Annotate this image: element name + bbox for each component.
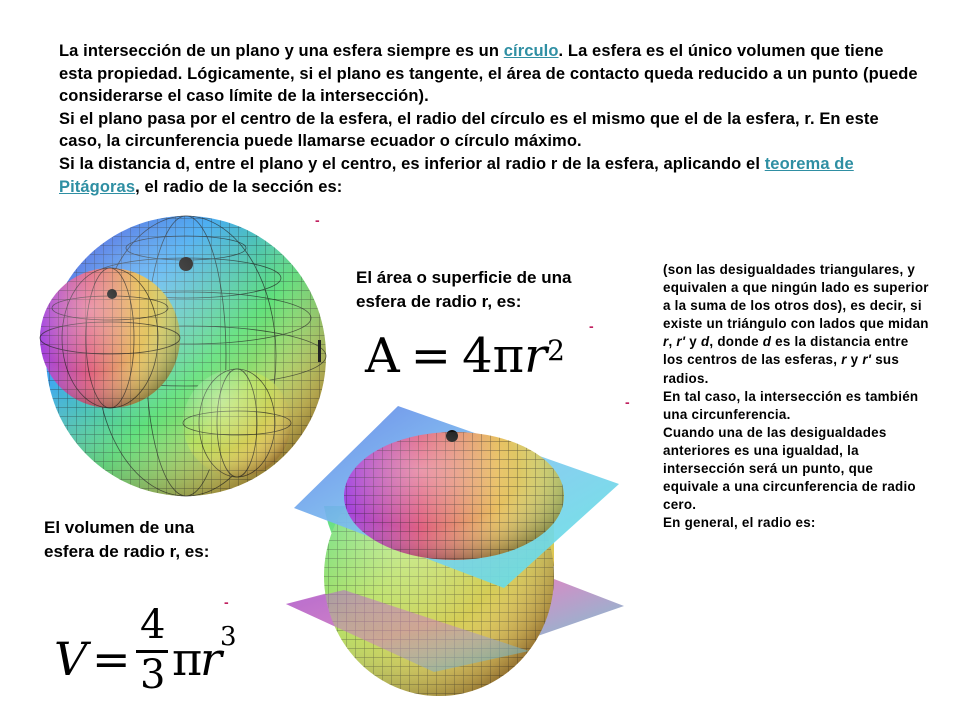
intro-line-1 <box>59 40 919 108</box>
left-small-sphere <box>40 268 180 408</box>
sidebar-text: y <box>846 352 863 368</box>
intro-paragraph <box>59 40 919 198</box>
sidebar-var: d <box>700 334 710 350</box>
intro-text: . La esfera es el único volumen que tiene esta propiedad. Lógicamente, si el plano es tangente, el área de contacto queda reducido a un punto (puede considerarse el caso límite de la intersección). <box>59 42 918 106</box>
area-formula-left-bar <box>318 340 321 362</box>
volume-formula-lhs: V <box>54 632 88 686</box>
sidebar-text: sus radios. <box>663 352 900 386</box>
mark-area: - <box>589 318 594 334</box>
circulo-link[interactable]: círculo <box>503 42 559 60</box>
mark-right: - <box>625 394 630 410</box>
sidebar-var: r <box>663 334 669 350</box>
sidebar-paragraph-1 <box>663 261 931 388</box>
intro-line-3 <box>59 153 919 198</box>
sidebar-text: (son las desigualdades triangulares, y equivalen a que ningún lado es superior a la suma de los otros dos), es decir, si existe un triángulo con lados que midan <box>663 262 929 332</box>
area-formula-eq: = <box>410 328 451 384</box>
intro-line-2: Si el plano pasa por el centro de la esfera, el radio del círculo es el mismo que el de la esfera, r. En este caso, la circunferencia puede llamarse ecuador o círculo máximo. <box>59 109 879 151</box>
sidebar-text: , <box>668 334 677 350</box>
sphere-with-planes-figure <box>274 396 634 720</box>
volume-heading: El volumen de una esfera de radio r, es: <box>44 518 210 561</box>
mark-top: - <box>315 212 320 228</box>
volume-formula-var: r <box>200 632 222 686</box>
area-formula-var: r <box>524 328 548 384</box>
intro-text: Si la distancia d, entre el plano y el centro, es inferior al radio r de la esfera, aplicando el <box>59 154 765 173</box>
volume-formula-exp: 3 <box>220 622 237 652</box>
intro-text: , el radio de la sección es: <box>135 177 343 196</box>
volume-formula-eq: = <box>92 632 131 686</box>
intersection-sidebar <box>663 261 931 532</box>
area-formula-coef: 4π <box>462 328 525 384</box>
sidebar-var: r' <box>862 352 872 368</box>
sidebar-var: r <box>841 352 847 368</box>
mark-vol: - <box>224 594 229 610</box>
area-heading: El área o superficie de una esfera de radio r, es: <box>356 268 572 311</box>
area-formula <box>365 328 590 386</box>
area-formula-exp: 2 <box>547 333 565 367</box>
intro-text: La intersección de un plano y una esfera siempre es un <box>59 42 504 60</box>
volume-formula <box>54 602 237 700</box>
sidebar-var: d <box>762 334 772 350</box>
sidebar-text: es la distancia entre los centros de las esferas, <box>663 334 909 368</box>
sidebar-paragraph-2: En tal caso, la intersección es también una circunferencia. <box>663 388 919 422</box>
volume-formula-den: 3 <box>140 652 166 698</box>
pitagoras-link[interactable]: teorema de Pitágoras <box>59 154 854 196</box>
sidebar-text: y <box>685 334 701 350</box>
volume-formula-num: 4 <box>140 602 166 648</box>
volume-formula-pi: π <box>172 632 203 686</box>
sidebar-text: , donde <box>709 334 763 350</box>
sidebar-var: r' <box>676 334 686 350</box>
area-formula-lhs: A <box>365 328 400 384</box>
sidebar-paragraph-3: Cuando una de las desigualdades anteriores es una igualdad, la intersección será un punto, que equivale a una circunferencia de radio cero. <box>663 424 916 513</box>
sidebar-paragraph-4: En general, el radio es: <box>663 515 816 531</box>
